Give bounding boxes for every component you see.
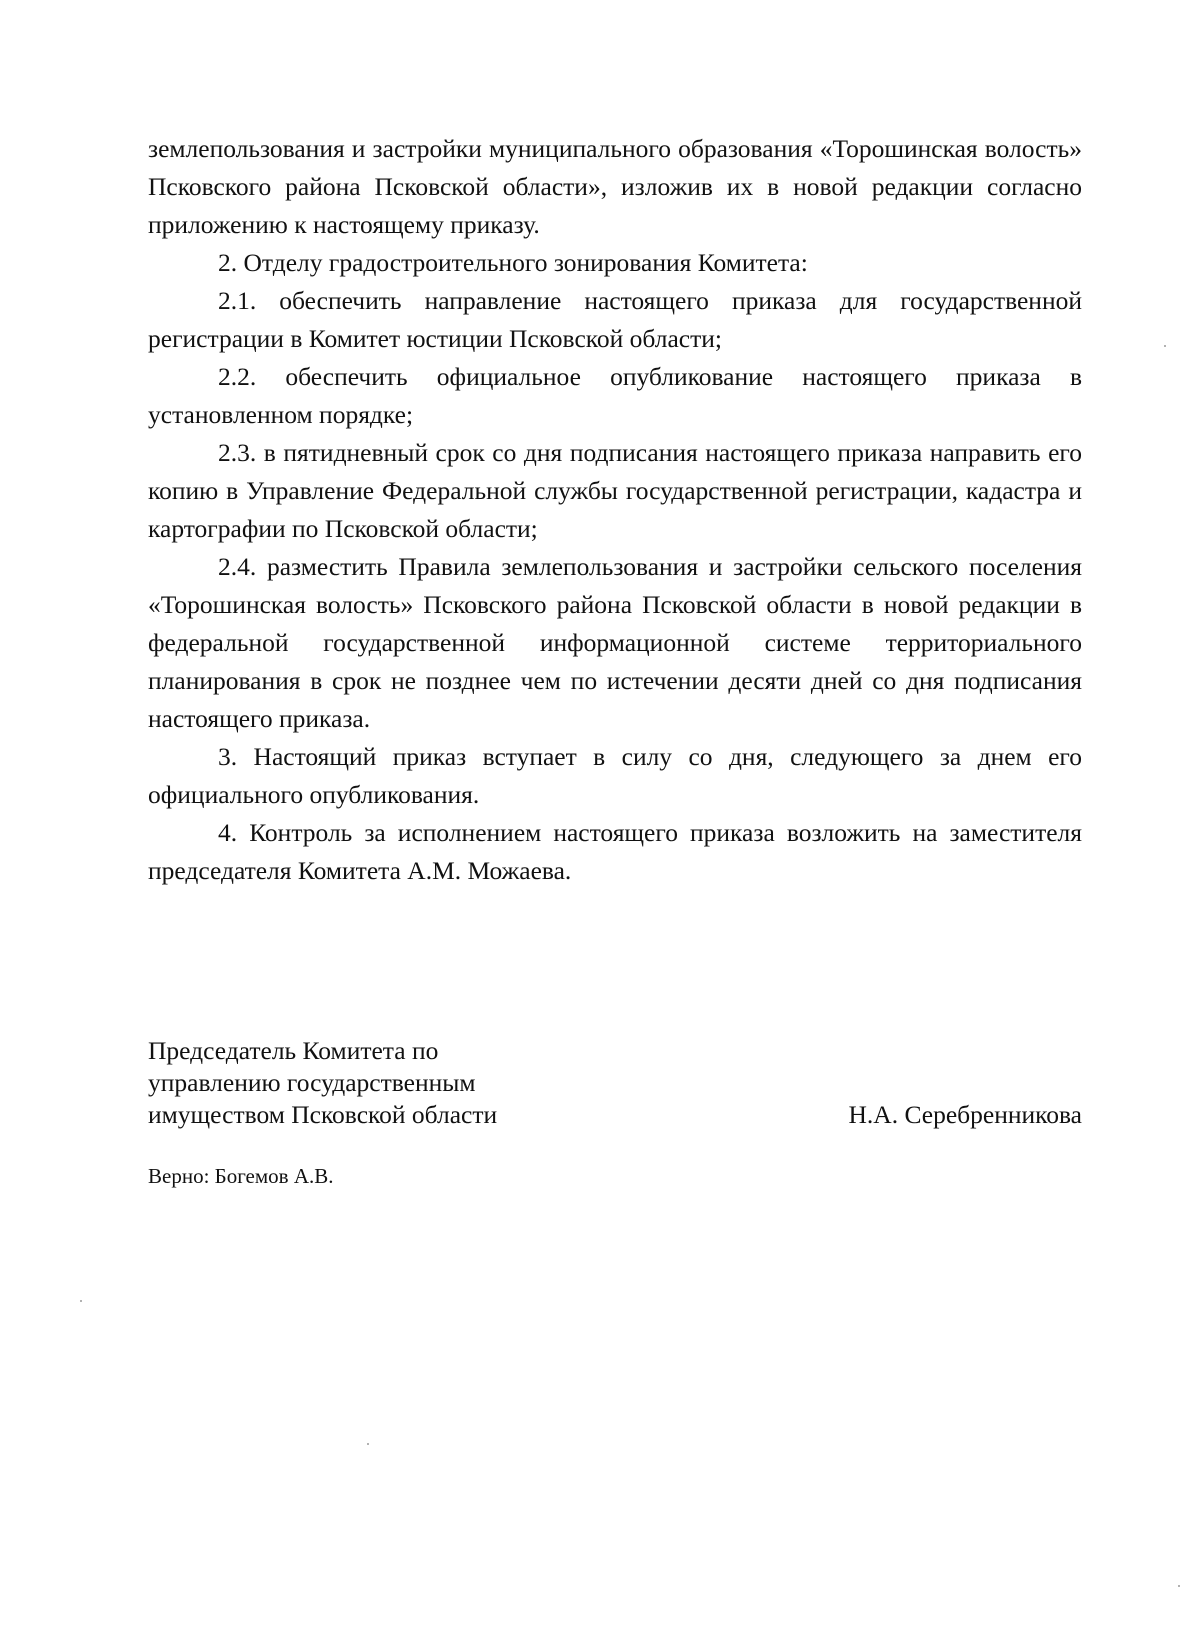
- paragraph-item-3: 3. Настоящий приказ вступает в силу со дня, следующего за днем его официального опубликования.: [148, 742, 1082, 809]
- paragraph-continuation: землепользования и застройки муниципального образования «Торошинская волость» Псковского района Псковской области», изложив их в новой редакции согласно приложению к настоящему приказу.: [148, 134, 1082, 239]
- paragraph-item-4: 4. Контроль за исполнением настоящего приказа возложить на заместителя председателя Комитета А.М. Можаева.: [148, 818, 1082, 885]
- paragraph-item-2-3: 2.3. в пятидневный срок со дня подписания настоящего приказа направить его копию в Управление Федеральной службы государственной регистрации, кадастра и картографии по Псковской области;: [148, 438, 1082, 543]
- scan-speck: [367, 1443, 369, 1445]
- scan-speck: [1178, 1585, 1180, 1587]
- scan-speck: [80, 1300, 82, 1302]
- paragraph-item-2-1: 2.1. обеспечить направление настоящего приказа для государственной регистрации в Комитет юстиции Псковской области;: [148, 286, 1082, 353]
- scan-speck: [1164, 345, 1166, 347]
- signatory-title-line: имуществом Псковской области: [148, 1100, 498, 1129]
- signatory-name: Н.А. Серебренникова: [848, 1100, 1082, 1129]
- paragraph-item-2: 2. Отделу градостроительного зонирования Комитета:: [218, 248, 808, 277]
- document-body: [148, 130, 1082, 890]
- certified-copy-note: Верно: Богемов А.В.: [148, 1164, 334, 1188]
- signature-block: [148, 1035, 1082, 1131]
- signatory-title-line: управлению государственным: [148, 1068, 476, 1097]
- paragraph-item-2-2: 2.2. обеспечить официальное опубликование настоящего приказа в установленном порядке;: [148, 362, 1082, 429]
- paragraph-item-2-4: 2.4. разместить Правила землепользования и застройки сельского поселения «Торошинская волость» Псковского района Псковской области в новой редакции в федеральной государственной информационной системе территориального планирования в срок не позднее чем по истечении десяти дней со дня подписания настоящего приказа.: [148, 552, 1082, 733]
- signatory-title-line: Председатель Комитета по: [148, 1036, 439, 1065]
